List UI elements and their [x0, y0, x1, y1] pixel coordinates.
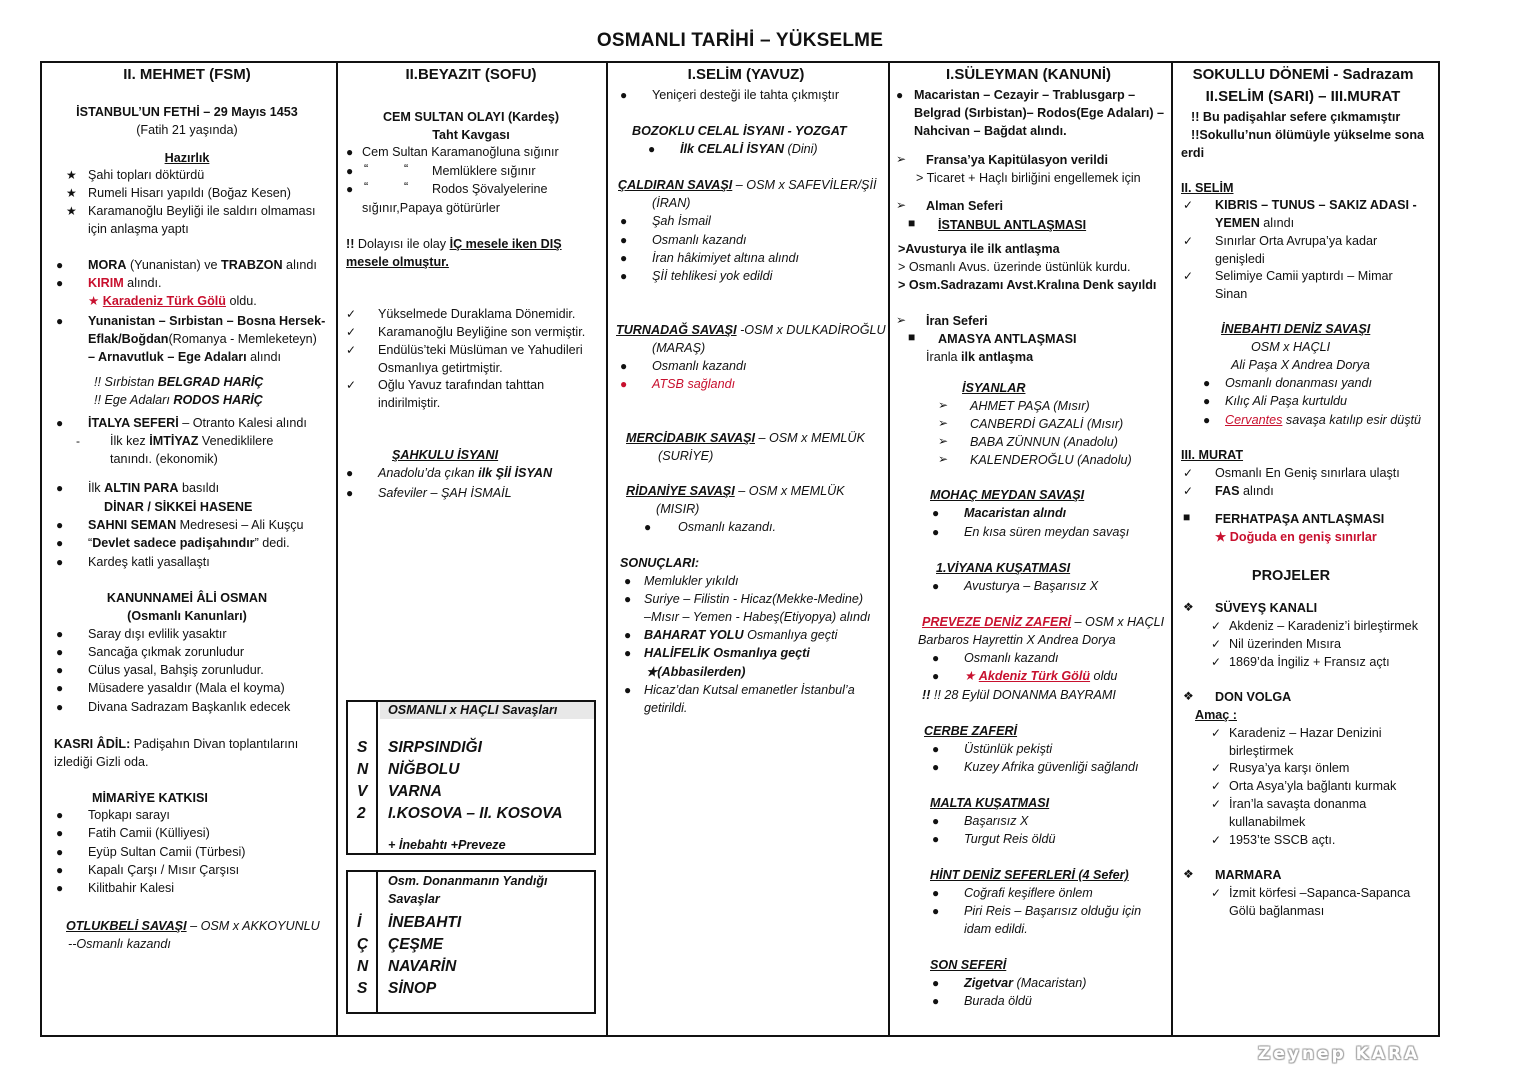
list-item: Avusturya – Başarısız X [964, 579, 1099, 593]
list-item-continued: idam edildi. [964, 922, 1028, 936]
square-bullet-icon: ■ [908, 330, 916, 344]
bullet-icon: ● [624, 683, 632, 697]
malta-heading: MALTA KUŞATMASI [930, 796, 1050, 810]
list-item: Saray dışı evlilik yasaktır [88, 627, 227, 641]
arrow-bullet-icon: ➢ [896, 198, 907, 212]
list-item-continued: birleştirmek [1229, 744, 1294, 758]
list-item: Cülus yasal, Bahşiş zorunludur. [88, 663, 264, 677]
bullet-icon: ● [932, 742, 940, 756]
mnemonic-letter: S [357, 980, 368, 997]
murat-iii-heading: III. MURAT [1181, 448, 1244, 462]
bullet-icon: ● [56, 663, 64, 677]
square-bullet-icon: ■ [1183, 510, 1191, 524]
column-mehmet-ii [42, 63, 338, 1035]
bozoklu-heading: BOZOKLU CELAL İSYANI - YOZGAT [632, 124, 847, 138]
box-item: İNEBAHTI [388, 914, 462, 931]
list-item: Rusya’ya karşı önlem [1229, 761, 1350, 775]
mnemonic-letter: 2 [357, 805, 366, 822]
bullet-icon: ● [932, 651, 940, 665]
note: !!Sokullu’nun ölümüyle yükselme sona [1191, 128, 1425, 142]
author-signature: Zeynep KARA [1258, 1044, 1421, 1064]
list-item-continued: tanındı. (ekonomik) [110, 452, 218, 466]
list-item-note: ★ Doğuda en geniş sınırlar [1215, 530, 1377, 544]
mnemonic-letter: N [357, 958, 369, 975]
bullet-icon: ● [620, 269, 628, 283]
list-item: Başarısız X [964, 814, 1029, 828]
mnemonic-letter: V [357, 783, 368, 800]
check-icon: ✓ [1211, 797, 1222, 811]
list-item-continued: DİNAR / SİKKEİ HASENE [104, 500, 253, 514]
list-item: 1869’da İngiliz + Fransız açtı [1229, 655, 1390, 669]
arrow-bullet-icon: ➢ [938, 434, 949, 448]
project-name: MARMARA [1215, 868, 1282, 882]
bullet-icon: ● [620, 359, 628, 373]
column-heading: I.SELİM (YAVUZ) [687, 66, 805, 83]
list-item: Safeviler – ŞAH İSMAİL [378, 486, 512, 500]
list-item: Şİİ tehlikesi yok edildi [652, 269, 773, 283]
list-item: Zigetvar (Macaristan) [964, 976, 1087, 990]
list-item: İran Seferi [926, 314, 988, 328]
arrow-bullet-icon: ➢ [938, 416, 949, 430]
list-item: Endülüs’teki Müslüman ve Yahudileri [378, 343, 583, 357]
column-heading: II. MEHMET (FSM) [123, 66, 251, 83]
list-item: Kuzey Afrika güvenliği sağlandı [964, 760, 1139, 774]
column-suleyman-i [890, 63, 1173, 1035]
column-heading: I.SÜLEYMAN (KANUNİ) [946, 66, 1111, 83]
list-item-continued: –Mısır – Yemen - Habeş(Etiyopya) alındı [644, 610, 871, 624]
list-item: Cem Sultan Karamanoğluna sığınır [362, 145, 559, 159]
list-item: İran hâkimiyet altına alındı [652, 251, 800, 265]
list-item: Sınırlar Orta Avrupa’ya kadar [1215, 234, 1378, 248]
list-item-continued: genişledi [1215, 252, 1265, 266]
results-heading: SONUÇLARI: [620, 556, 700, 570]
bullet-icon: ● [1203, 376, 1211, 390]
list-item: İlk CELALİ İSYAN (Dini) [680, 142, 818, 156]
list-item-continued: Belgrad (Sırbistan)– Rodos(Ege Adaları) – [914, 106, 1165, 120]
last-campaign-heading: SON SEFERİ [930, 958, 1007, 972]
list-item: Osmanlı kazandı [652, 359, 747, 373]
column-heading: II.BEYAZIT (SOFU) [405, 66, 537, 83]
list-item: Karadeniz – Hazar Denizini [1229, 726, 1382, 740]
bullet-icon: ● [648, 142, 656, 156]
box-item: NİĞBOLU [388, 761, 460, 778]
list-item: Osmanlı kazandı [652, 233, 747, 247]
bullet-icon: ● [346, 145, 354, 159]
bullet-icon: ● [624, 646, 632, 660]
list-item: İSTANBUL ANTLAŞMASI [938, 218, 1087, 232]
project-name: DON VOLGA [1215, 690, 1292, 704]
bullet-icon: ● [56, 536, 64, 550]
list-item: MORA (Yunanistan) ve TRABZON alındı [88, 258, 317, 272]
list-item: Osmanlı En Geniş sınırlara ulaştı [1215, 466, 1400, 480]
box-item: ÇEŞME [388, 936, 444, 953]
bullet-icon: ● [620, 251, 628, 265]
list-item: Fatih Camii (Külliyesi) [88, 826, 210, 840]
istanbul-conquest-heading: İSTANBUL’UN FETHİ – 29 Mayıs 1453 [76, 105, 298, 119]
list-item: Topkapı sarayı [88, 808, 170, 822]
note-continued: erdi [1181, 146, 1205, 160]
note: > Osm.Sadrazamı Avst.Kralına Denk sayıldı [898, 278, 1157, 292]
check-icon: ✓ [1211, 779, 1222, 793]
column-selim-i [608, 63, 890, 1035]
arrow-bullet-icon: ➢ [896, 152, 907, 166]
bullet-icon: ● [932, 760, 940, 774]
bullet-icon: ● [56, 700, 64, 714]
list-item: Divana Sadrazam Başkanlık edecek [88, 700, 291, 714]
projects-heading: PROJELER [1251, 568, 1331, 584]
bullet-icon: ● [644, 520, 652, 534]
bullet-icon: ● [56, 314, 64, 328]
cem-sultan-subheading: Taht Kavgası [432, 128, 510, 142]
list-item: AHMET PAŞA (Mısır) [970, 399, 1090, 413]
list-item: Kilitbahir Kalesi [88, 881, 175, 895]
list-item: Rumeli Hisarı yapıldı (Boğaz Kesen) [88, 186, 291, 200]
note: !! !! 28 Eylül DONANMA BAYRAMI [922, 688, 1116, 702]
list-item: Kardeş katli yasallaştı [88, 555, 210, 569]
check-icon: ✓ [346, 343, 357, 357]
timeline-table [40, 61, 1440, 1037]
bullet-icon: ● [932, 814, 940, 828]
arrow-bullet-icon: ➢ [938, 452, 949, 466]
cem-sultan-heading: CEM SULTAN OLAYI (Kardeş) [382, 110, 560, 124]
square-bullet-icon: ■ [908, 216, 916, 230]
list-item-continued: Eflak/Boğdan(Romanya - Memleketeyn) [88, 332, 317, 346]
list-item: Osmanlı kazandı. [678, 520, 776, 534]
inebahti-heading: İNEBAHTI DENİZ SAVAŞI [1221, 322, 1371, 336]
box-item: VARNA [388, 783, 442, 800]
inebahti-commanders: Ali Paşa X Andrea Dorya [1231, 358, 1370, 372]
list-item: İTALYA SEFERİ – Otranto Kalesi alındı [88, 416, 307, 430]
check-icon: ✓ [1183, 484, 1194, 498]
column-heading: SOKULLU DÖNEMİ - Sadrazam [1192, 66, 1414, 83]
list-item-continued: Sinan [1215, 287, 1248, 301]
bullet-icon: ● [56, 481, 64, 495]
star-bullet-icon: ★ [66, 204, 77, 218]
list-item-continued: (SURİYE) [658, 449, 714, 463]
bullet-icon: ● [932, 976, 940, 990]
list-item-continued: için anlaşma yaptı [88, 222, 189, 236]
list-item: Yunanistan – Sırbistan – Bosna Hersek- [88, 314, 326, 328]
bullet-icon: ● [56, 276, 64, 290]
list-item: Üstünlük pekişti [964, 742, 1053, 756]
preveze-battle: PREVEZE DENİZ ZAFERİ – OSM x HAÇLI [922, 615, 1165, 629]
list-item: KALENDEROĞLU (Anadolu) [970, 453, 1132, 467]
diamond-bullet-icon: ❖ [1183, 600, 1194, 614]
vienna-heading: 1.VİYANA KUŞATMASI [936, 561, 1071, 575]
mercidabik-battle: MERCİDABIK SAVAŞI – OSM x MEMLÜK [626, 431, 865, 445]
bullet-icon: ● [56, 555, 64, 569]
kanunname-heading: KANUNNAMEİ ÂLİ OSMAN [106, 591, 268, 605]
list-item: Osmanlı donanması yandı [1225, 376, 1373, 390]
list-item: Hicaz’dan Kutsal emanetler İstanbul’a [644, 683, 855, 697]
box-item: SIRPSINDIĞI [388, 739, 482, 756]
otlukbeli-battle: OTLUKBELİ SAVAŞI – OSM x AKKOYUNLU [66, 919, 320, 933]
check-icon: ✓ [1183, 198, 1194, 212]
box-header: OSMANLI x HAÇLI Savaşları [388, 703, 558, 717]
turnadag-battle: TURNADAĞ SAVAŞI -OSM x DULKADİROĞLU [616, 323, 886, 337]
mnemonic-letter: N [357, 761, 369, 778]
list-item: Burada öldü [964, 994, 1032, 1008]
mnemonic-letter: S [357, 739, 368, 756]
bullet-icon: ● [56, 826, 64, 840]
rebellions-heading: İSYANLAR [962, 381, 1026, 395]
list-item: Karamanoğlu Beyliğine son vermiştir. [378, 325, 586, 339]
list-item: Rodos Şövalyelerine [432, 182, 548, 196]
list-item: Piri Reis – Başarısız olduğu için [964, 904, 1142, 918]
list-item: Cervantes savaşa katılıp esir düştü [1225, 413, 1422, 427]
bullet-icon: ● [932, 525, 940, 539]
list-item: Müsadere yasaldır (Mala el koyma) [88, 681, 285, 695]
cerbe-heading: CERBE ZAFERİ [924, 724, 1018, 738]
note: !! Ege Adaları RODOS HARİÇ [94, 393, 263, 407]
bullet-icon: ● [56, 258, 64, 272]
list-item: Akdeniz – Karadeniz’i birleştirmek [1229, 619, 1418, 633]
check-icon: ✓ [1211, 655, 1222, 669]
list-item: BAHARAT YOLU Osmanlıya geçti [644, 628, 838, 642]
bullet-icon: ● [932, 904, 940, 918]
crusader-wars-box [346, 700, 596, 855]
kanunname-subheading: (Osmanlı Kanunları) [127, 609, 247, 623]
ditto-mark: “ [404, 162, 409, 176]
star-bullet-icon: ★ [66, 186, 77, 200]
sahkulu-heading: ŞAHKULU İSYANI [392, 448, 499, 462]
list-item-continued: İranla ilk antlaşma [926, 350, 1034, 364]
column-subheading: II.SELİM (SARI) – III.MURAT [1205, 88, 1401, 105]
list-item: Nil üzerinden Mısıra [1229, 637, 1341, 651]
bullet-icon: ● [932, 832, 940, 846]
mnemonic-letter: Ç [357, 936, 369, 953]
bullet-icon: ● [346, 182, 354, 196]
list-item: CANBERDİ GAZALİ (Mısır) [970, 417, 1124, 431]
list-item: Anadolu’da çıkan ilk Şİİ İSYAN [378, 466, 553, 480]
bullet-icon: ● [56, 627, 64, 641]
list-item: Oğlu Yavuz tarafından tahttan [378, 378, 545, 392]
list-item-continued: (İRAN) [652, 196, 691, 210]
list-item: AMASYA ANTLAŞMASI [938, 332, 1077, 346]
burned-navy-box [346, 870, 596, 1014]
list-item: Suriye – Filistin - Hicaz(Mekke-Medine) [644, 592, 864, 606]
bullet-icon: ● [620, 214, 628, 228]
note: !! Sırbistan BELGRAD HARİÇ [94, 375, 264, 389]
list-item-continued: ★(Abbasilerden) [646, 665, 746, 679]
bullet-icon: ● [932, 669, 940, 683]
list-item: SAHNI SEMAN Medresesi – Ali Kuşçu [88, 518, 304, 532]
box-footer: + İnebahtı +Preveze [388, 838, 506, 852]
list-item-continued: (MISIR) [656, 502, 700, 516]
selim-ii-heading: II. SELİM [1181, 181, 1234, 195]
note: > Osmanlı Avus. üzerinde üstünlük kurdu. [898, 260, 1131, 274]
list-item: 1953’te SSCB açtı. [1229, 833, 1336, 847]
list-item: İlk kez İMTİYAZ Venediklilere [110, 434, 274, 448]
list-item: Karamanoğlu Beyliği ile saldırı olmaması [88, 204, 316, 218]
bullet-icon: ● [624, 592, 632, 606]
list-item: Sancağa çıkmak zorunludur [88, 645, 245, 659]
bullet-icon: ● [56, 863, 64, 877]
list-item: Alman Seferi [926, 199, 1003, 213]
caldiran-battle: ÇALDIRAN SAVAŞI – OSM x SAFEVİLER/Şİİ [618, 178, 877, 192]
list-item: Yeniçeri desteği ile tahta çıkmıştır [652, 88, 840, 102]
column-sokullu [1173, 63, 1438, 1035]
box-item: SİNOP [388, 980, 437, 997]
kasri-adil-note-continued: izlediği Gizli oda. [54, 755, 149, 769]
ditto-mark: “ [364, 180, 369, 194]
bullet-icon: ● [932, 886, 940, 900]
inebahti-sides: OSM x HAÇLI [1251, 340, 1331, 354]
list-item-continued: Osmanlıya getirtmiştir. [378, 361, 503, 375]
list-item: Orta Asya’yla bağlantı kurmak [1229, 779, 1397, 793]
preparation-heading: Hazırlık [164, 151, 210, 165]
list-item-continued: getirildi. [644, 701, 688, 715]
bullet-icon: ● [56, 416, 64, 430]
purpose-label: Amaç : [1195, 708, 1237, 722]
list-item: Selimiye Camii yaptırdı – Mimar [1215, 269, 1393, 283]
mohac-heading: MOHAÇ MEYDAN SAVAŞI [930, 488, 1085, 502]
page-title: OSMANLI TARİHİ – YÜKSELME [596, 30, 884, 51]
list-item: BABA ZÜNNUN (Anadolu) [970, 435, 1118, 449]
list-item-continued: indirilmiştir. [378, 396, 441, 410]
bullet-icon: ● [56, 518, 64, 532]
arrow-bullet-icon: ➢ [938, 398, 949, 412]
list-item-continued: sığınır,Papaya götürürler [362, 201, 500, 215]
bullet-icon: ● [624, 628, 632, 642]
list-item: FERHATPAŞA ANTLAŞMASI [1215, 512, 1385, 526]
ridaniye-battle: RİDANİYE SAVAŞI – OSM x MEMLÜK [626, 484, 845, 498]
bullet-icon: ● [1203, 413, 1211, 427]
list-item-continued: kullanabilmek [1229, 815, 1306, 829]
bullet-icon: ● [56, 645, 64, 659]
check-icon: ✓ [1211, 619, 1222, 633]
bullet-icon: ● [56, 845, 64, 859]
dash-bullet-icon: - [76, 434, 80, 448]
check-icon: ✓ [1211, 726, 1222, 740]
bullet-icon: ● [932, 506, 940, 520]
list-item: Kapalı Çarşı / Mısır Çarşısı [88, 863, 240, 877]
bullet-icon: ● [932, 579, 940, 593]
list-item: Macaristan alındı [964, 506, 1067, 520]
list-item: Şah İsmail [652, 214, 711, 228]
list-item-continued: Barbaros Hayrettin X Andrea Dorya [918, 633, 1116, 647]
bullet-icon: ● [620, 88, 628, 102]
ditto-mark: “ [364, 162, 369, 176]
list-item: Fransa’ya Kapitülasyon verildi [926, 153, 1108, 167]
list-item: İran’la savaşta donanma [1229, 797, 1367, 811]
star-bullet-icon: ★ [66, 168, 77, 182]
list-item: Memlukler yıkıldı [644, 574, 739, 588]
bullet-icon: ● [620, 233, 628, 247]
bullet-icon: ● [346, 486, 354, 500]
note: >Avusturya ile ilk antlaşma [898, 242, 1060, 256]
check-icon: ✓ [1211, 886, 1222, 900]
box-item: NAVARİN [388, 958, 457, 975]
list-item: FAS alındı [1215, 484, 1274, 498]
list-item-continued: Nahcivan – Bağdat alındı. [914, 124, 1067, 138]
list-item: Osmanlı kazandı [964, 651, 1059, 665]
check-icon: ✓ [1183, 234, 1194, 248]
bullet-icon: ● [932, 994, 940, 1008]
list-item: İzmit körfesi –Sapanca-Sapanca [1229, 886, 1411, 900]
list-item: Kılıç Ali Paşa kurtuldu [1225, 394, 1348, 408]
list-item-continued: Gölü bağlanması [1229, 904, 1325, 918]
bullet-icon: ● [56, 681, 64, 695]
list-item: “Devlet sadece padişahındır” dedi. [88, 536, 290, 550]
note: !! Bu padişahlar sefere çıkmamıştır [1191, 110, 1401, 124]
list-item-continued: (MARAŞ) [652, 341, 706, 355]
list-item-continued: YEMEN alındı [1215, 216, 1295, 230]
bullet-icon: ● [624, 574, 632, 588]
bullet-icon: ● [620, 377, 628, 391]
list-item: İlk ALTIN PARA basıldı [88, 481, 220, 495]
column-beyazit-ii [338, 63, 608, 1035]
arrow-bullet-icon: ➢ [896, 313, 907, 327]
diamond-bullet-icon: ❖ [1183, 867, 1194, 881]
bullet-icon: ● [56, 808, 64, 822]
bullet-icon: ● [1203, 394, 1211, 408]
list-item: ★ Akdeniz Türk Gölü oldu [964, 669, 1118, 683]
bullet-icon: ● [896, 88, 904, 102]
list-item: KIBRIS – TUNUS – SAKIZ ADASI - [1215, 198, 1417, 212]
otlukbeli-result: --Osmanlı kazandı [68, 937, 171, 951]
list-item: Yükselmede Duraklama Dönemidir. [378, 307, 576, 321]
list-item: En kısa süren meydan savaşı [964, 525, 1130, 539]
note: !! Dolayısı ile olay İÇ mesele iken DIŞ [346, 237, 562, 251]
ditto-mark: “ [404, 180, 409, 194]
architecture-heading: MİMARİYE KATKISI [92, 791, 208, 805]
kasri-adil-note: KASRI ÂDİL: Padişahın Divan toplantılarını [54, 737, 299, 751]
check-icon: ✓ [1183, 466, 1194, 480]
list-item-note: ★ Karadeniz Türk Gölü oldu. [88, 294, 257, 308]
box-header: Osm. Donanmanın Yandığı [388, 874, 548, 888]
bullet-icon: ● [56, 881, 64, 895]
list-item: Coğrafi keşiflere önlem [964, 886, 1093, 900]
check-icon: ✓ [1211, 637, 1222, 651]
indian-ocean-heading: HİNT DENİZ SEFERLERİ (4 Sefer) [930, 868, 1129, 882]
project-name: SÜVEYŞ KANALI [1215, 601, 1318, 615]
note-continued: mesele olmuştur. [346, 255, 449, 269]
diamond-bullet-icon: ❖ [1183, 689, 1194, 703]
bullet-icon: ● [346, 164, 354, 178]
list-item: Şahi topları döktürdü [88, 168, 205, 182]
list-item: Macaristan – Cezayir – Trablusgarp – [914, 88, 1136, 102]
box-item: I.KOSOVA – II. KOSOVA [388, 805, 563, 822]
check-icon: ✓ [346, 378, 357, 392]
list-item: Memlüklere sığınır [432, 164, 536, 178]
list-item: Turgut Reis öldü [964, 832, 1056, 846]
bullet-icon: ● [346, 466, 354, 480]
fatih-age-note: (Fatih 21 yaşında) [136, 123, 238, 137]
check-icon: ✓ [1211, 833, 1222, 847]
list-item: ATSB sağlandı [652, 377, 736, 391]
list-item-continued: – Arnavutluk – Ege Adaları alındı [88, 350, 281, 364]
box-header: Savaşlar [388, 892, 440, 906]
list-item: KIRIM alındı. [88, 276, 162, 290]
check-icon: ✓ [1211, 761, 1222, 775]
list-item: HALİFELİK Osmanlıya geçti [644, 646, 810, 660]
check-icon: ✓ [1183, 269, 1194, 283]
list-item-continued: > Ticaret + Haçlı birliğini engellemek için [916, 171, 1141, 185]
check-icon: ✓ [346, 325, 357, 339]
list-item: Eyüp Sultan Camii (Türbesi) [88, 845, 246, 859]
check-icon: ✓ [346, 307, 357, 321]
mnemonic-letter: İ [357, 914, 362, 931]
